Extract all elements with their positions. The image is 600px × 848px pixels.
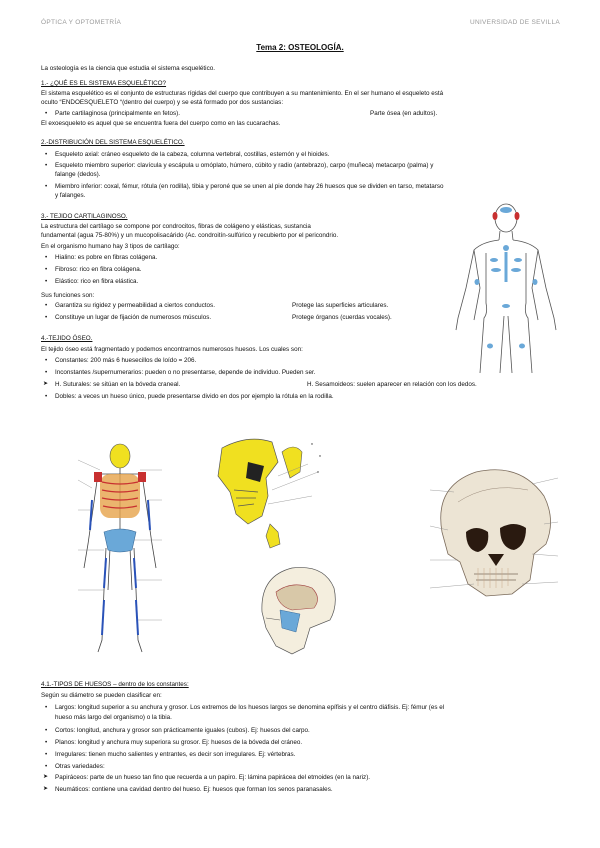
list-item: • Otras variedades: bbox=[41, 762, 105, 772]
list-item: • Esqueleto miembro superior: clavícula y escápula u omóplato, húmero, cúbito y radio (antebrazo), carpo (muñeca) metacarpo (palma) y bbox=[41, 161, 433, 171]
skeleton-figure bbox=[70, 440, 170, 662]
list-item: ➤ Neumáticos: contiene una cavidad dentro del hueso. Ej: huesos que forman los senos paranasales. bbox=[41, 785, 333, 795]
header-right: UNIVERSIDAD DE SEVILLA bbox=[469, 19, 560, 26]
list-item-continuation: falange (dedos). bbox=[55, 171, 101, 178]
list-item: Protege las superficies articulares. bbox=[292, 302, 389, 309]
section-1-paragraph: El sistema esquelético es el conjunto de estructuras rígidas del cuerpo que contribuyen a su mantenimiento. En el ser humano el esqueleto está bbox=[41, 90, 444, 97]
list-item: Parte ósea (en adultos). bbox=[370, 110, 438, 117]
list-item: • Fibroso: rico en fibra colágena. bbox=[41, 265, 141, 275]
section-2-heading: 2.-DISTRIBUCIÓN DEL SISTEMA ESQUELÉTICO. bbox=[41, 139, 185, 146]
skull-section-figure bbox=[252, 558, 342, 662]
page-title: Tema 2: OSTEOLOGÍA. bbox=[256, 43, 344, 52]
section-4-paragraph: El tejido óseo está fragmentado y podemos encontrarnos numerosos huesos. Los cuales son: bbox=[41, 346, 303, 353]
list-item: • Irregulares: tienen mucho salientes y entrantes, es decir son irregulares. Ej: vértebras. bbox=[41, 750, 295, 760]
list-item: • Planos: longitud y anchura muy superiora su grosor. Ej: huesos de la bóveda del cráneo. bbox=[41, 738, 302, 748]
list-item: • Esqueleto axial: cráneo esqueleto de la cabeza, columna vertebral, costillas, esternón y el hioides. bbox=[41, 150, 329, 160]
section-1-heading: 1.- ¿QUÉ ES EL SISTEMA ESQUELÉTICO? bbox=[41, 80, 167, 87]
list-item: • Constantes: 200 más 6 huesecillos de loído = 206. bbox=[41, 356, 196, 366]
list-item: • Hialino: es pobre en fibras colágena. bbox=[41, 253, 157, 263]
list-item: • Cortos: longitud, anchura y grosor son prácticamente iguales (cubos). Ej: huesos del carpo. bbox=[41, 726, 310, 736]
list-item: ➤ Papiráceos: parte de un hueso tan fino que recuerda a un papiro. Ej: lámina papirácea del etmoides (en la nariz). bbox=[41, 773, 370, 783]
list-item: • Dobles: a veces un hueso único, puede presentarse divido en dos por ejemplo la rótula en la rodilla. bbox=[41, 392, 334, 402]
list-item: Protege órganos (cuerdas vocales). bbox=[292, 314, 392, 321]
skull-front-figure bbox=[428, 462, 560, 606]
cartilage-body-figure bbox=[444, 198, 574, 380]
list-item: • Elástico: rico en fibra elástica. bbox=[41, 277, 138, 287]
section-3-paragraph: La estructura del cartílago se compone por condrocitos, fibras de colágeno y elásticas, sustancia bbox=[41, 223, 311, 230]
section-3-paragraph: En el organismo humano hay 3 tipos de cartílago: bbox=[41, 243, 180, 250]
section-41-heading: 4.1.-TIPOS DE HUESOS – dentro de los constantes: bbox=[41, 681, 189, 688]
list-item: H. Sesamoideos: suelen aparecer en relación con los dedos. bbox=[307, 381, 477, 388]
list-item: • Largos: longitud superior a su anchura y grosor. Los extremos de los huesos largos se denomina epífisis y el centro diáfisis. Ej: fémur (es el bbox=[41, 703, 444, 713]
section-1-paragraph: El exoesqueleto es aquel que se encuentra fuera del cuerpo como en las cucarachas. bbox=[41, 120, 281, 127]
intro-text: La osteología es la ciencia que estudia el sistema esquelético. bbox=[41, 65, 215, 72]
list-item: • Inconstantes /supernumerarios: pueden o no presentarse, depende de individuo. Pueden ser. bbox=[41, 368, 315, 378]
list-item: • Parte cartilaginosa (principalmente en fetos). bbox=[41, 109, 180, 119]
header-left: ÓPTICA Y OPTOMETRÍA bbox=[41, 19, 122, 26]
skull-side-figure bbox=[208, 432, 332, 554]
section-1-paragraph: oculto “ENDOESQUELETO “(dentro del cuerpo) y se está formado por dos sustancias: bbox=[41, 99, 284, 106]
list-item: ➤ H. Suturales: se sitúan en la bóveda craneal. bbox=[41, 380, 180, 390]
list-item: • Miembro inferior: coxal, fémur, rótula (en rodilla), tibia y peroné que se unen al pie donde hay 26 huesos que se dividen en tarso, metatarso bbox=[41, 182, 444, 192]
section-3-paragraph: Sus funciones son: bbox=[41, 292, 95, 299]
list-item-continuation: y falanges. bbox=[55, 192, 86, 199]
section-4-heading: 4.-TEJIDO ÓSEO. bbox=[41, 335, 93, 342]
list-item-continuation: hueso más largo del organismo) o la tibia. bbox=[55, 714, 172, 721]
list-item: • Garantiza su rigidez y permeabilidad a ciertos conductos. bbox=[41, 301, 215, 311]
list-item: • Constituye un lugar de fijación de numerosos músculos. bbox=[41, 313, 211, 323]
section-3-paragraph: fundamental (agua 75-80%) y un mucopolisacárido (Ac. condroitín-sulfúrico y recubierto por el pericondrio. bbox=[41, 232, 339, 239]
section-41-paragraph: Según su diámetro se pueden clasificar en: bbox=[41, 692, 162, 699]
section-3-heading: 3.- TEJIDO CARTILAGINOSO. bbox=[41, 213, 128, 220]
